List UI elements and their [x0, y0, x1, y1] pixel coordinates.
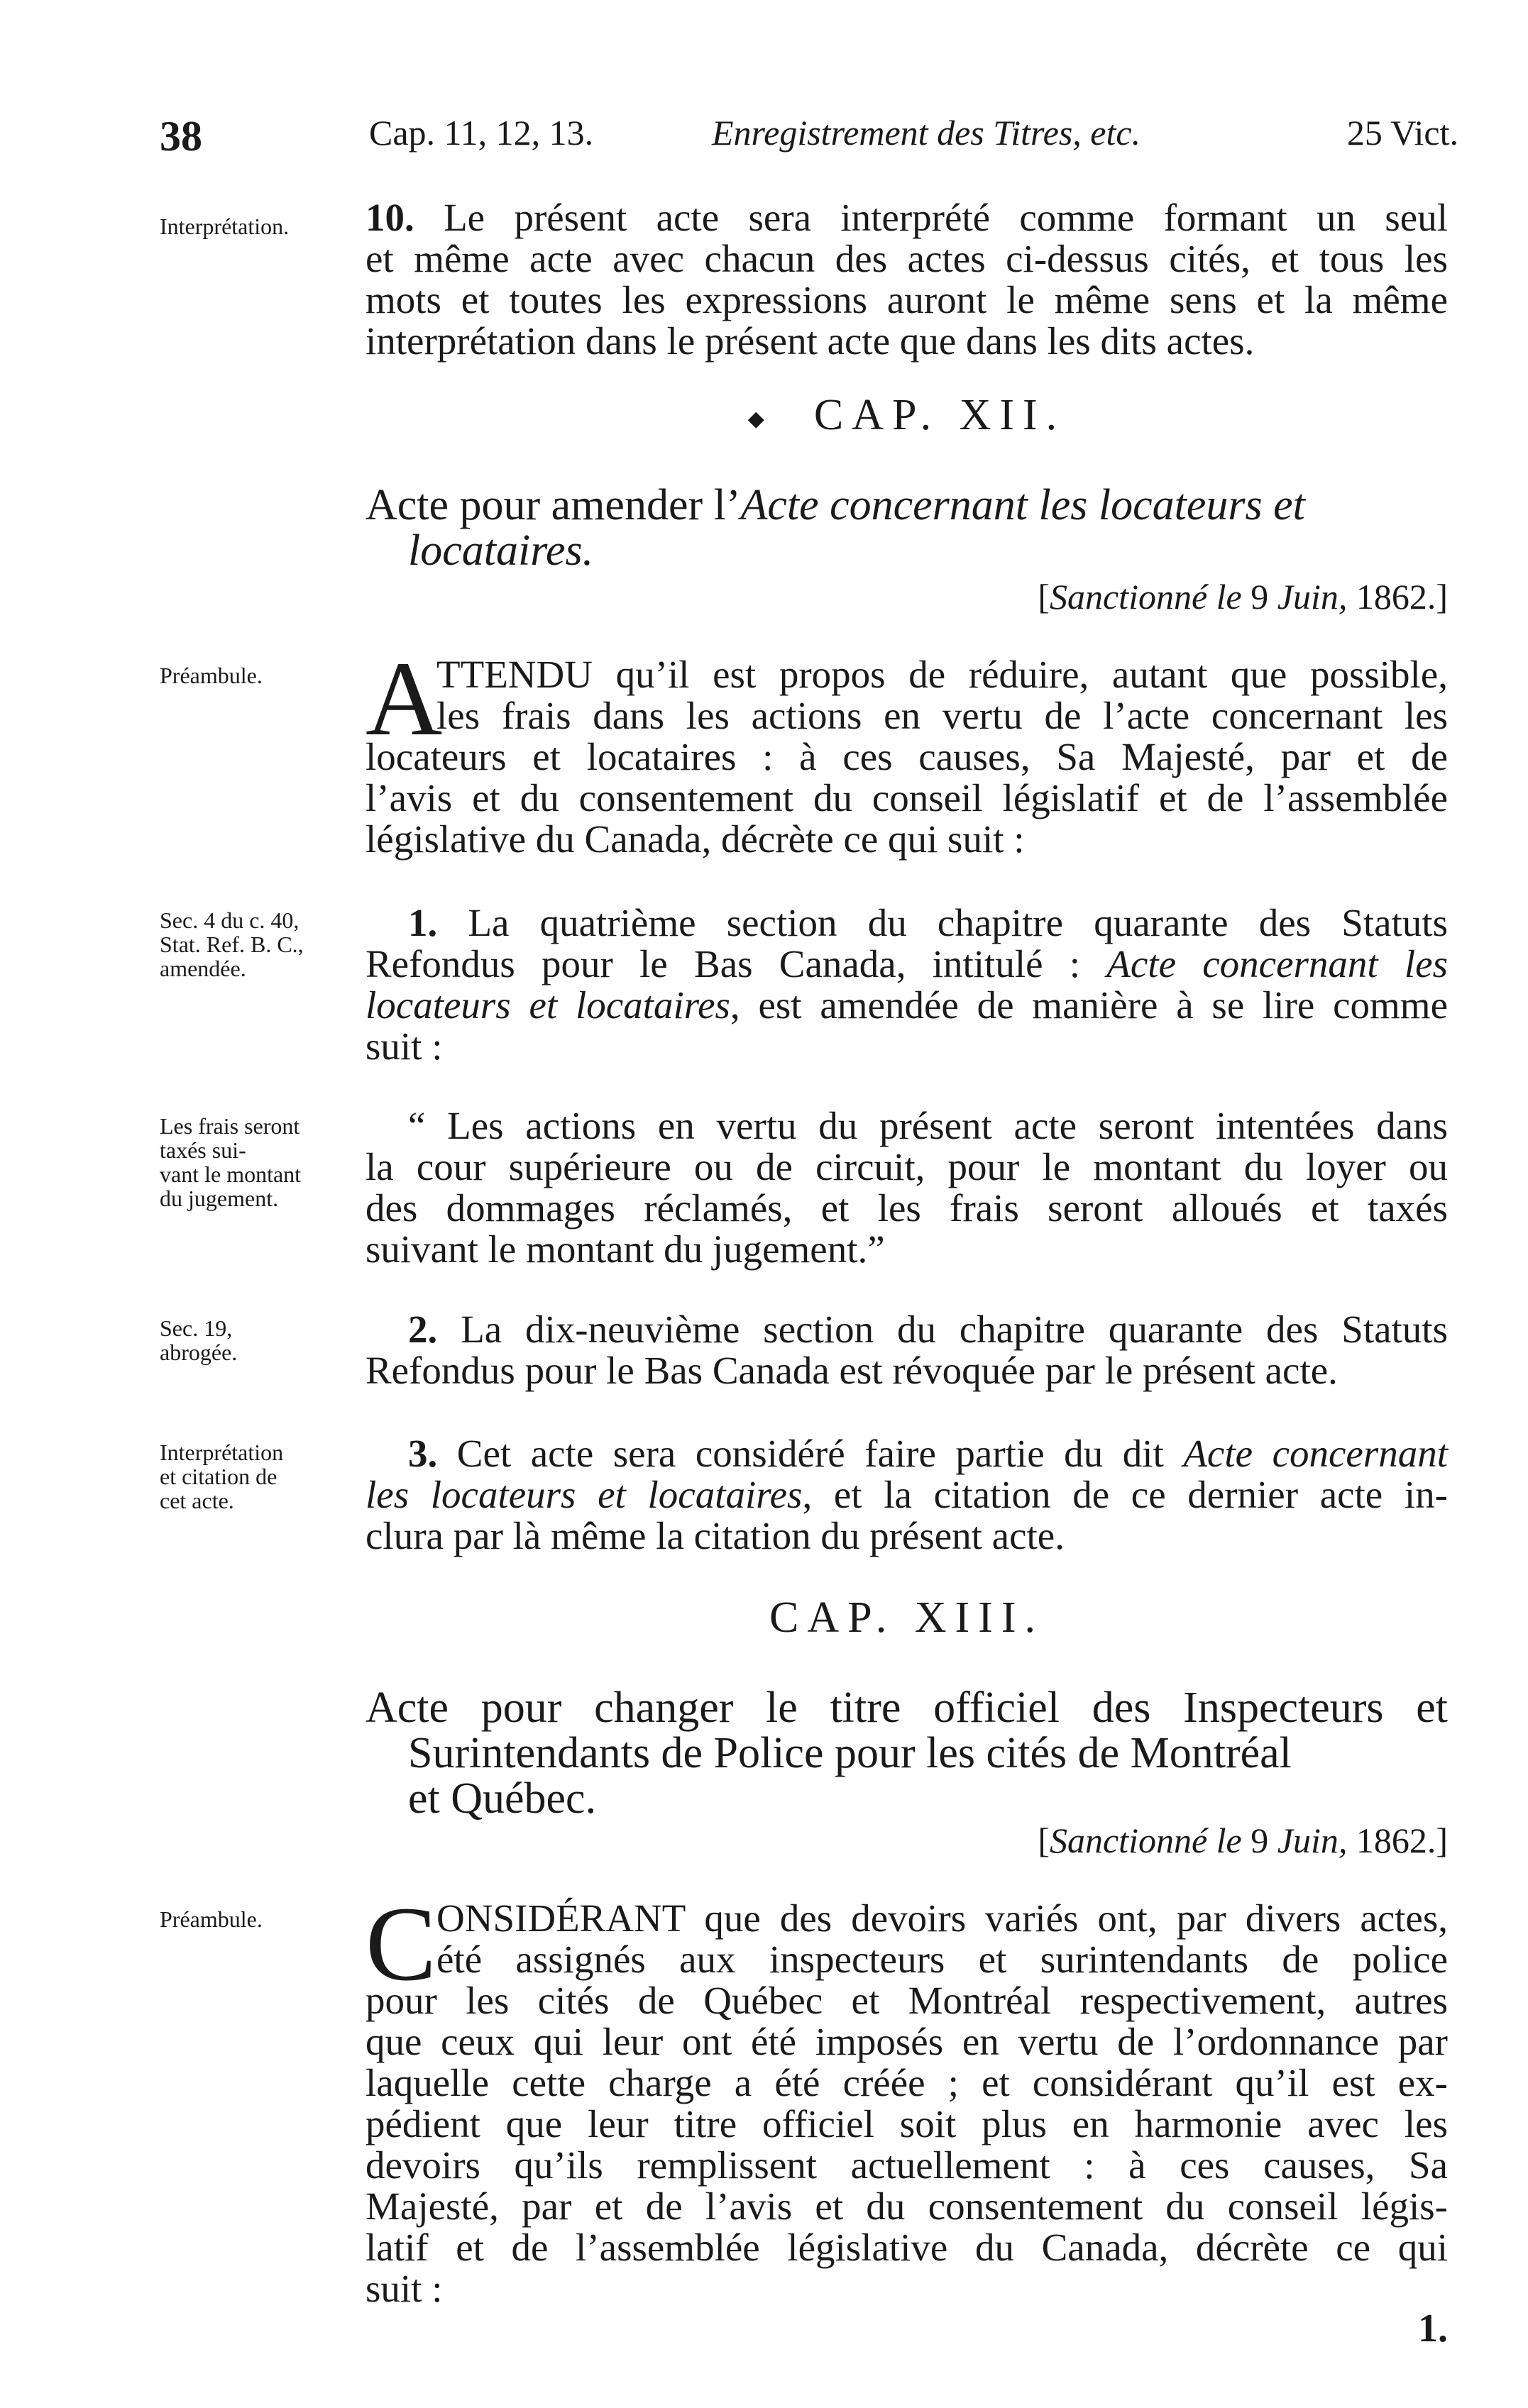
chapter-13-heading: CAP. XIII. [769, 1594, 1044, 1642]
chapter-12-sanction: [Sanctionné le 9 Juin, 1862.] [1038, 577, 1448, 617]
chapter-13-title: Acte pour changer le titre officiel des Inspecteurs et Surintendants de Police pour les cités de Montréal et Québec. [365, 1684, 1448, 1823]
chapter-13-sanction: [Sanctionné le 9 Juin, 1862.] [1038, 1821, 1448, 1860]
running-head-title: Enregistrement des Titres, etc. [712, 113, 1141, 153]
section-2: 2. La dix-neuvième section du chapitre quarante des Statuts Refondus pour le Bas Canada est révoquée par le présent acte. [365, 1308, 1448, 1392]
margin-note-frais: Les frais seront taxés sui- vant le montant du jugement. [160, 1113, 302, 1211]
section-10-line-2: et même acte avec chacun des actes ci-dessus cités, et tous les [365, 237, 1448, 280]
catchword: 1. [1418, 2307, 1448, 2351]
drop-cap-c: C [365, 1885, 437, 2003]
section-10-line-3: mots et toutes les expressions auront le même sens et la même [365, 278, 1448, 321]
chapter-12-title: Acte pour amender l’Acte concernant les locateurs et locataires. [365, 481, 1305, 575]
section-10-line-1: 10. Le présent acte sera interprété comme formant un seul [365, 196, 1448, 239]
section-10-number: 10. [365, 196, 414, 239]
margin-note-preamble-12: Préambule. [160, 663, 263, 688]
section-10 [365, 197, 1448, 362]
drop-cap-a: A [365, 640, 443, 758]
preamble-12: TTENDU qu’il est propos de réduire, autant que possible, les frais dans les actions en vertu de l’acte concernant les locateurs et locataires : à ces causes, Sa Majesté, par et de l’avis et du consentement du conseil législatif et de l’assemblée législative du Canada, décrète ce qui suit : [365, 653, 1448, 861]
quoted-section: “ Les actions en vertu du présent acte seront intentées dans la cour supérieure ou de circuit, pour le montant du loyer ou des dommages réclamés, et les frais seront alloués et taxés suivant le montant du jugement.” [365, 1104, 1448, 1271]
section-1: 1. La quatrième section du chapitre quarante des Statuts Refondus pour le Bas Canada, intitulé : Acte concernant les locateurs et locataires, est amendée de manière à se lire comme suit : [365, 901, 1448, 1068]
chapter-12-heading: ◆ CAP. XII. [747, 391, 1066, 439]
preamble-13: ONSIDÉRANT que des devoirs variés ont, par divers actes, été assignés aux inspecteurs et surintendants de police pour les cités de Québec et Montréal respectivement, autres que ceux qui leur ont été imposés en vertu de l’ordonnance par laquelle cette charge a été créée ; et considérant qu’il est ex- pédient que leur titre officiel soit plus en harmonie avec les devoirs qu’ils remplissent actuellement : à ces causes, Sa Majesté, par et de l’avis et du consentement du conseil légis- latif et de l’assemblée législative du Canada, décrète ce qui suit : [365, 1896, 1448, 2310]
ornament-bullet: ◆ [747, 407, 764, 431]
section-10-line-4: interprétation dans le présent acte que dans les dits actes. [365, 319, 1255, 363]
margin-note-preamble-13: Préambule. [160, 1906, 263, 1932]
running-head-chapters: Cap. 11, 12, 13. [369, 113, 594, 153]
margin-note-sec-4: Sec. 4 du c. 40, Stat. Ref. B. C., amendée. [160, 907, 304, 981]
margin-note-sec-19: Sec. 19, abrogée. [160, 1315, 238, 1365]
margin-note-interpretation: Interprétation. [160, 214, 290, 239]
running-head [160, 112, 1458, 162]
running-head-year: 25 Vict. [1346, 113, 1458, 153]
margin-note-interpretation-citation: Interprétation et citation de cet acte. [160, 1440, 284, 1513]
page-number: 38 [160, 113, 202, 160]
section-3: 3. Cet acte sera considéré faire partie du dit Acte concernant les locateurs et locataires, et la citation de ce dernier acte in- clura par là même la citation du présent acte. [365, 1432, 1448, 1557]
